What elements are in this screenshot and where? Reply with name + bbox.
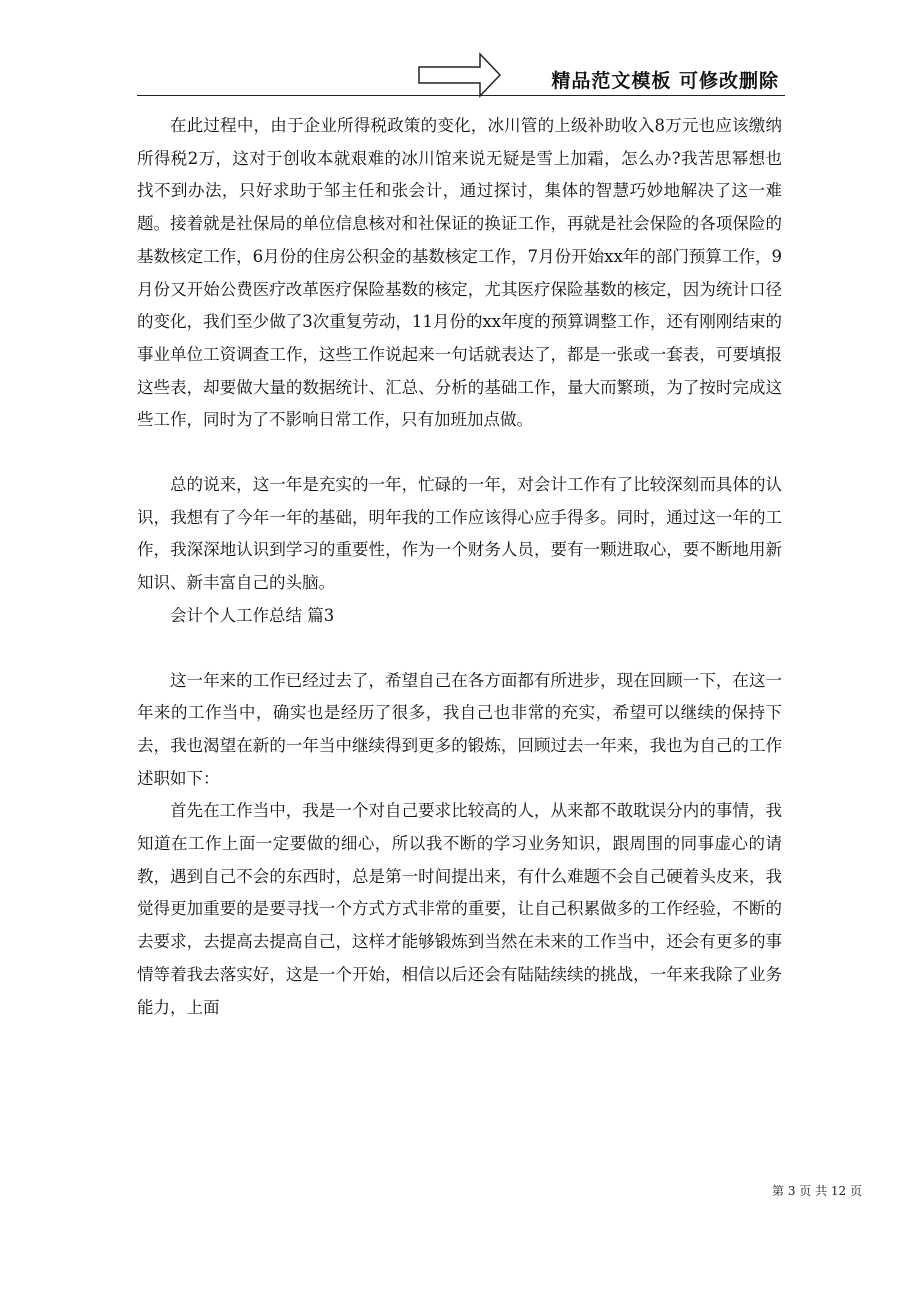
- paragraph-2: 总的说来，这一年是充实的一年，忙碌的一年，对会计工作有了比较深刻而具体的认识，我想有了今年一年的基础，明年我的工作应该得心应手得多。同时，通过这一年的工作，我深深地认识到学习的重要性，作为一个财务人员，要有一颗进取心，要不断地用新知识、新丰富自己的头脑。: [137, 475, 782, 593]
- paragraph-1: 在此过程中，由于企业所得税政策的变化，冰川管的上级补助收入8万元也应该缴纳所得税2万，这对于创收本就艰难的冰川馆来说无疑是雪上加霜，怎么办?我苦思幂想也找不到办法，只好求助于邹主任和张会计，通过探讨，集体的智慧巧妙地解决了这一难题。接着就是社保局的单位信息核对和社保证的换证工作，再就是社会保险的各项保险的基数核定工作，6月份的住房公积金的基数核定工作，7月份开始xx年的部门预算工作，9月份又开始公费医疗改革医疗保险基数的核定，尤其医疗保险基数的核定，因为统计口径的变化，我们至少做了3次重复劳动，11月份的xx年度的预算调整工作，还有刚刚结束的事业单位工资调查工作，这些工作说起来一句话就表达了，都是一张或一套表，可要填报这些表，却要做大量的数据统计、汇总、分析的基础工作，量大而繁琐，为了按时完成这些工作，同时为了不影响日常工作，只有加班加点做。: [137, 116, 782, 430]
- paragraph-spacer: [137, 633, 782, 665]
- document-body: [137, 110, 782, 1024]
- header-title: 精品范文模板 可修改删除: [551, 70, 779, 92]
- header-divider: [137, 95, 785, 96]
- paragraph-spacer: [137, 437, 782, 469]
- page-header: [137, 52, 785, 98]
- section-heading: 会计个人工作总结 篇3: [170, 605, 335, 625]
- right-arrow-icon: [418, 52, 502, 98]
- paragraph-4: 首先在工作当中，我是一个对自己要求比较高的人，从来都不敢耽误分内的事情，我知道在工作上面一定要做的细心，所以我不断的学习业务知识，跟周围的同事虚心的请教，遇到自己不会的东西时，总是第一时间提出来，有什么难题不会自己硬着头皮来，我觉得更加重要的是要寻找一个方式方式非常的重要，让自己积累做多的工作经验，不断的去要求，去提高去提高自己，这样才能够锻炼到当然在未来的工作当中，还会有更多的事情等着我去落实好，这是一个开始，相信以后还会有陆陆续续的挑战，一年来我除了业务能力，上面: [137, 801, 782, 1017]
- paragraph-3: 这一年来的工作已经过去了，希望自己在各方面都有所进步，现在回顾一下，在这一年来的工作当中，确实也是经历了很多，我自己也非常的充实，希望可以继续的保持下去，我也渴望在新的一年当中继续得到更多的锻炼，回顾过去一年来，我也为自己的工作述职如下：: [137, 670, 782, 788]
- page-indicator: 第 3 页 共 12 页: [772, 1184, 862, 1198]
